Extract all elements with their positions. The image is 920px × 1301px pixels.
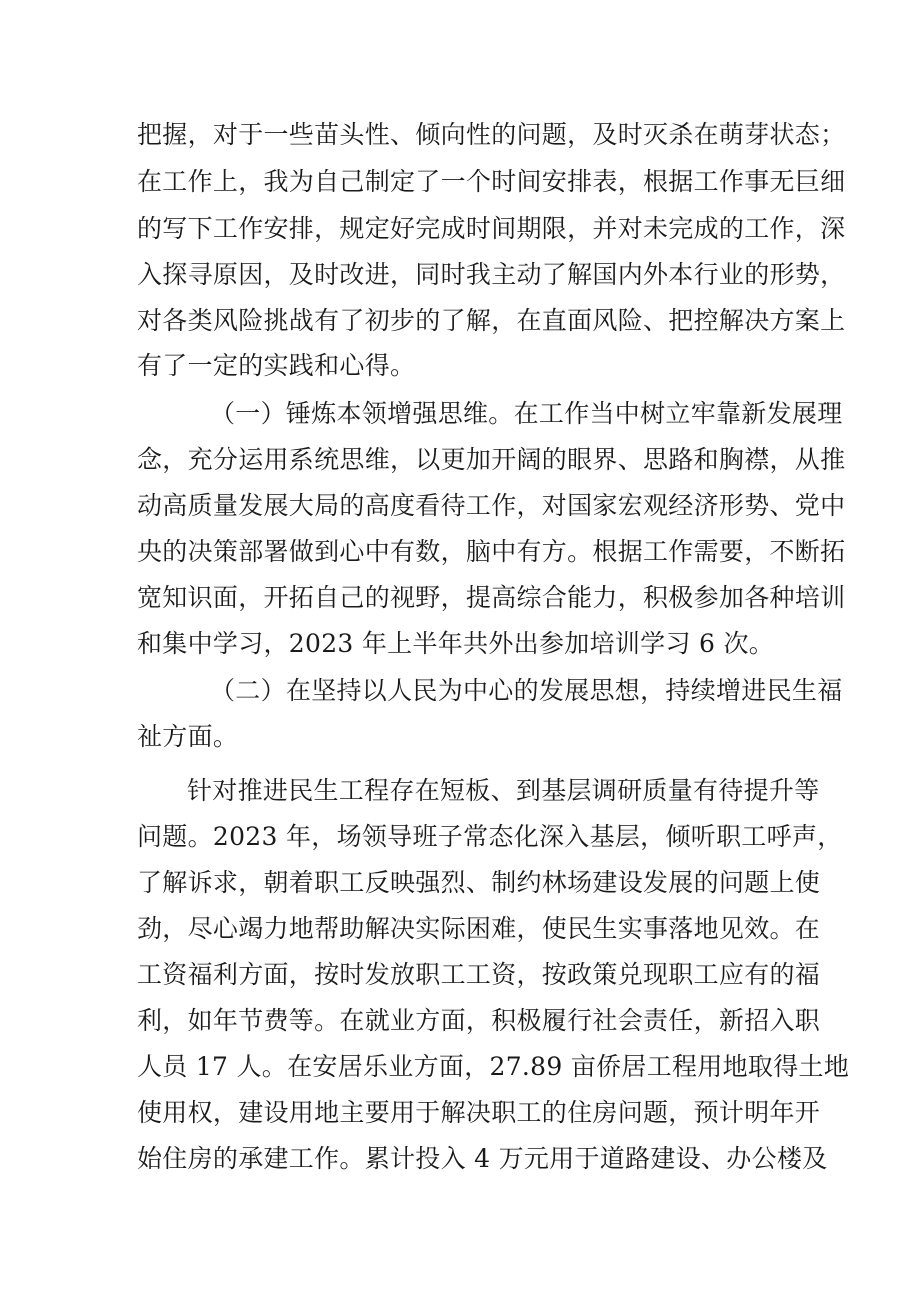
text-line: 利，如年节费等。在就业方面，积极履行社会责任，新招入职 — [137, 1006, 821, 1035]
text-line: 把握，对于一些苗头性、倾向性的问题，及时灭杀在萌芽状态； — [137, 120, 846, 149]
text-line: 劲，尽心竭力地帮助解决实际困难，使民生实事落地见效。在 — [137, 914, 821, 943]
text-line: 动高质量发展大局的高度看待工作，对国家宏观经济形势、党中 — [137, 491, 846, 520]
text-line: 有了一定的实践和心得。 — [137, 351, 416, 380]
text-line: 工资福利方面，按时发放职工工资，按政策兑现职工应有的福 — [137, 960, 821, 989]
text-line: 了解诉求，朝着职工反映强烈、制约林场建设发展的问题上使 — [137, 868, 821, 897]
text-line: 祉方面。 — [137, 722, 239, 751]
text-line: 始住房的承建工作。累计投入 4 万元用于道路建设、办公楼及 — [137, 1144, 828, 1173]
text-line: 人员 17 人。在安居乐业方面，27.89 亩侨居工程用地取得土地 — [137, 1052, 850, 1081]
text-line: 使用权，建设用地主要用于解决职工的住房问题，预计明年开 — [137, 1098, 821, 1127]
paragraph-start: 针对推进民生工程存在短板、到基层调研质量有待提升等 — [187, 776, 820, 805]
text-line: 宽知识面，开拓自己的视野，提高综合能力，积极参加各种培训 — [137, 583, 846, 612]
text-line: 的写下工作安排，规定好完成时间期限，并对未完成的工作，深 — [137, 214, 846, 243]
text-line: 在工作上，我为自己制定了一个时间安排表，根据工作事无巨细 — [137, 167, 846, 196]
section-heading-1: （一）锤炼本领增强思维。在工作当中树立牢靠新发展理 — [210, 399, 843, 428]
section-heading-2: （二）在坚持以人民为中心的发展思想，持续增进民生福 — [210, 676, 843, 705]
text-line: 念，充分运用系统思维，以更加开阔的眼界、思路和胸襟，从推 — [137, 445, 846, 474]
text-line: 和集中学习，2023 年上半年共外出参加培训学习 6 次。 — [137, 629, 775, 658]
text-line: 对各类风险挑战有了初步的了解，在直面风险、把控解决方案上 — [137, 306, 846, 335]
text-line: 央的决策部署做到心中有数，脑中有方。根据工作需要，不断拓 — [137, 537, 846, 566]
text-line: 入探寻原因，及时改进，同时我主动了解国内外本行业的形势， — [137, 260, 846, 289]
text-line: 问题。2023 年，场领导班子常态化深入基层，倾听职工呼声， — [137, 822, 843, 851]
